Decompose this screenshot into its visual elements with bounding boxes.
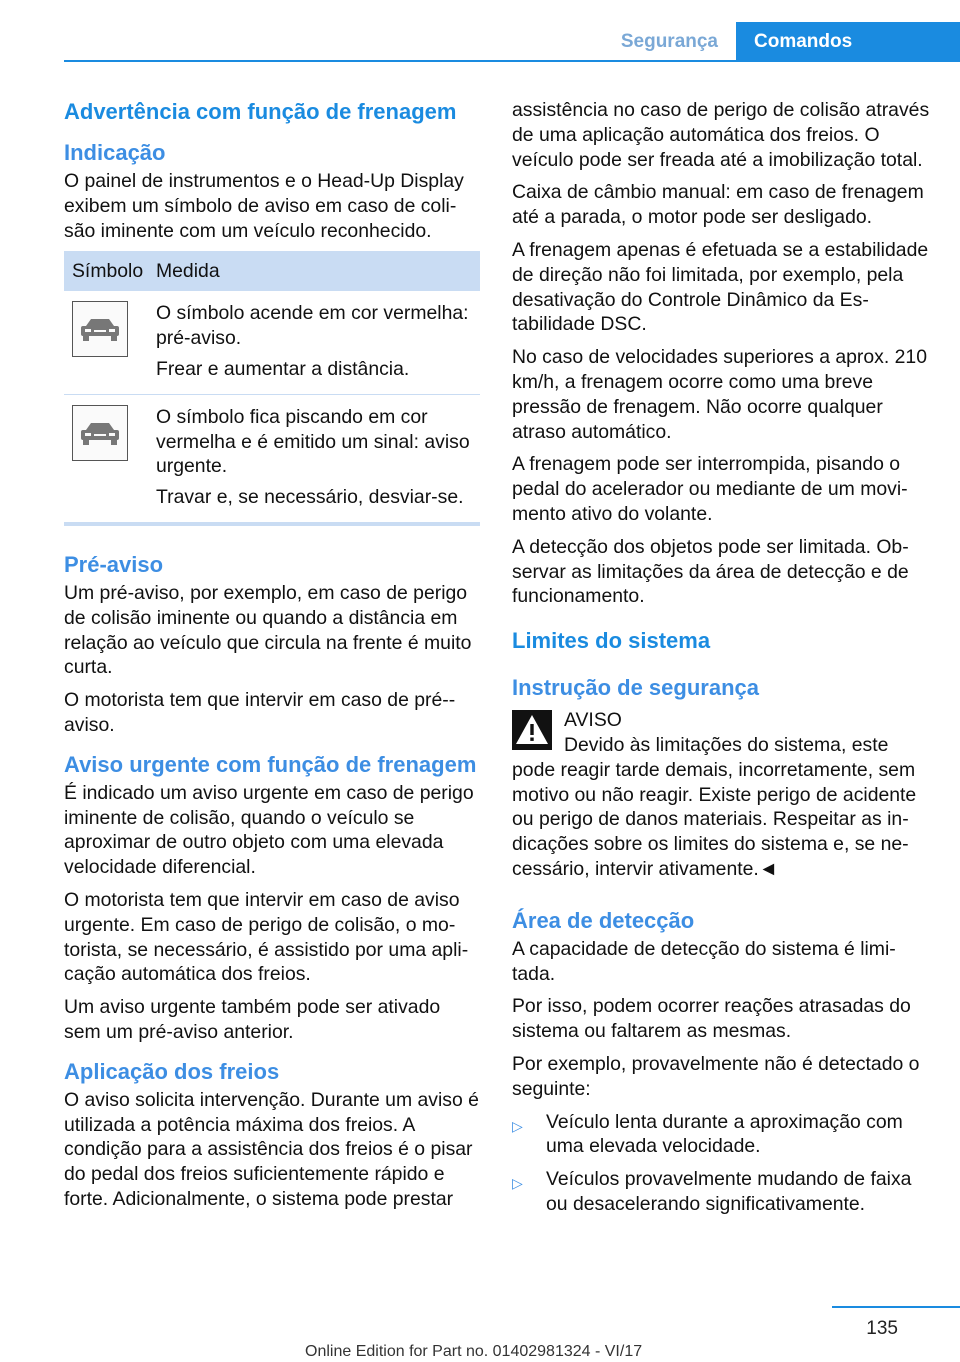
heading-area-deteccao: Área de detecção — [512, 907, 695, 933]
page-number: 135 — [866, 1318, 898, 1339]
list-item — [512, 1110, 932, 1160]
warning-block — [512, 708, 932, 758]
paragraph-preaviso-1: Um pré-aviso, por exemplo, em caso de perigo de colisão iminente ou quando a distância em relação ao veículo que circula na frente é muito curta. — [64, 581, 472, 679]
warning-line-1: Devido às limitações do sistema, este — [564, 733, 889, 756]
table-row — [64, 291, 480, 394]
heading-indicacao: Indicação — [64, 140, 166, 165]
row2-text: O símbolo fica piscando em cor vermelha e é emitido um sinal: aviso urgente. — [156, 405, 470, 478]
left-column — [64, 98, 480, 1220]
right-column — [512, 98, 932, 1225]
paragraph-indicacao: O painel de instrumentos e o Head-Up Display exibem um símbolo de aviso em caso de colisão iminente com um veículo reconhecido. — [64, 170, 464, 242]
paragraph-area-2: Por isso, podem ocorrer reações atrasadas do sistema ou faltarem as mesmas. — [512, 995, 911, 1043]
section-tab-comandos[interactable]: Comandos — [736, 22, 960, 62]
paragraph-right-5: A frenagem pode ser interrompida, pisando o pedal do acelerador ou mediante de um movimento ativo do volante. — [512, 453, 908, 525]
page-header — [64, 22, 960, 62]
paragraph-urgente-2: O motorista tem que intervir em caso de aviso urgente. Em caso de perigo de colisão, o motorista, se necessário, é assistido por uma aplicação automática dos freios. — [64, 888, 469, 986]
warning-title: AVISO — [564, 709, 622, 732]
section-tab-seguranca[interactable]: Segurança — [620, 31, 718, 52]
list-item-text: Veículos provavelmente mudando de faixa ou desacelerando significativamente. — [546, 1168, 912, 1215]
paragraph-right-3: A frenagem apenas é efetuada se a estabilidade de direção não foi limitada, por exemplo, pela desativação do Controle Dinâmico da Estabilidade DSC. — [512, 238, 929, 336]
paragraph-right-1: assistência no caso de perigo de colisão através de uma aplicação automática dos freios. O veículo pode ser freada até a imobilização total. — [512, 99, 930, 171]
warning-triangle-icon — [512, 710, 552, 750]
heading-preaviso: Pré-aviso — [64, 551, 164, 577]
car-warning-icon — [72, 405, 128, 461]
paragraph-right-4: No caso de velocidades superiores a aprox. 210 km/h, a frenagem ocorre como uma breve pressão de frenagem. Não ocorre qualquer atraso automático. — [512, 346, 927, 443]
row1-action: Frear e aumentar a distância. — [156, 357, 410, 380]
heading-instrucao-seguranca: Instrução de segurança — [512, 675, 759, 701]
paragraph-aplicacao: O aviso solicita intervenção. Durante um aviso é utilizada a potência máxima dos freios. A condição para a assistência dos freios é o pisar do pedal dos freios suficientemente rápido e forte. Adicionalmente, o sistema pode prestar — [64, 1088, 479, 1210]
paragraph-area-1: A capacidade de detecção do sistema é limitada. — [512, 937, 896, 985]
heading-aviso-urgente: Aviso urgente com função de frenagem — [64, 751, 477, 777]
paragraph-right-6: A detecção dos objetos pode ser limitada. Observar as limitações da área de detecção e de funcionamento. — [512, 535, 909, 608]
paragraph-urgente-3: Um aviso urgente também pode ser ativado sem um pré-aviso anterior. — [64, 996, 441, 1043]
warning-text: pode reagir tarde demais, incorretamente, sem motivo ou não reagir. Existe perigo de acidente ou perigo de danos materiais. Respeitar as indicações sobre os limites do sistema e, se necessário, intervir ativamente.◄ — [512, 758, 917, 880]
footer-rule — [832, 1306, 960, 1308]
bullet-triangle-icon: ▷ — [512, 1117, 523, 1134]
car-warning-icon — [72, 301, 128, 357]
list-item-text: Veículo lenta durante a aproximação com uma elevada velocidade. — [546, 1110, 903, 1158]
row2-action: Travar e, se necessário, desviar-se. — [156, 486, 464, 509]
paragraph-right-2: Caixa de câmbio manual: em caso de frenagem até a parada, o motor pode ser desligado. — [512, 181, 924, 229]
heading-aplicacao-freios: Aplicação dos freios — [64, 1058, 280, 1084]
list-item — [512, 1167, 932, 1217]
table-row — [64, 394, 480, 524]
bullet-list — [512, 1110, 932, 1217]
paragraph-preaviso-2: O motorista tem que intervir em caso de pré--aviso. — [64, 689, 456, 736]
paragraph-area-3: Por exemplo, provavelmente não é detectado o seguinte: — [512, 1052, 920, 1100]
paragraph-urgente-1: É indicado um aviso urgente em caso de perigo iminente de colisão, quando o veículo se aproximar de outro objeto com uma elevada velocidade diferencial. — [64, 781, 474, 879]
heading-limites-sistema: Limites do sistema — [512, 628, 711, 654]
heading-advertencia: Advertência com função de frenagem — [64, 99, 457, 124]
symbol-table — [64, 251, 480, 526]
bullet-triangle-icon: ▷ — [512, 1175, 523, 1192]
row1-text: O símbolo acende em cor vermelha: pré-aviso. — [156, 302, 469, 350]
table-header-symbol: Símbolo — [64, 251, 148, 291]
footer-edition: Online Edition for Part no. 01402981324 - VI/17 — [305, 1343, 643, 1360]
table-header-measure: Medida — [148, 251, 480, 291]
